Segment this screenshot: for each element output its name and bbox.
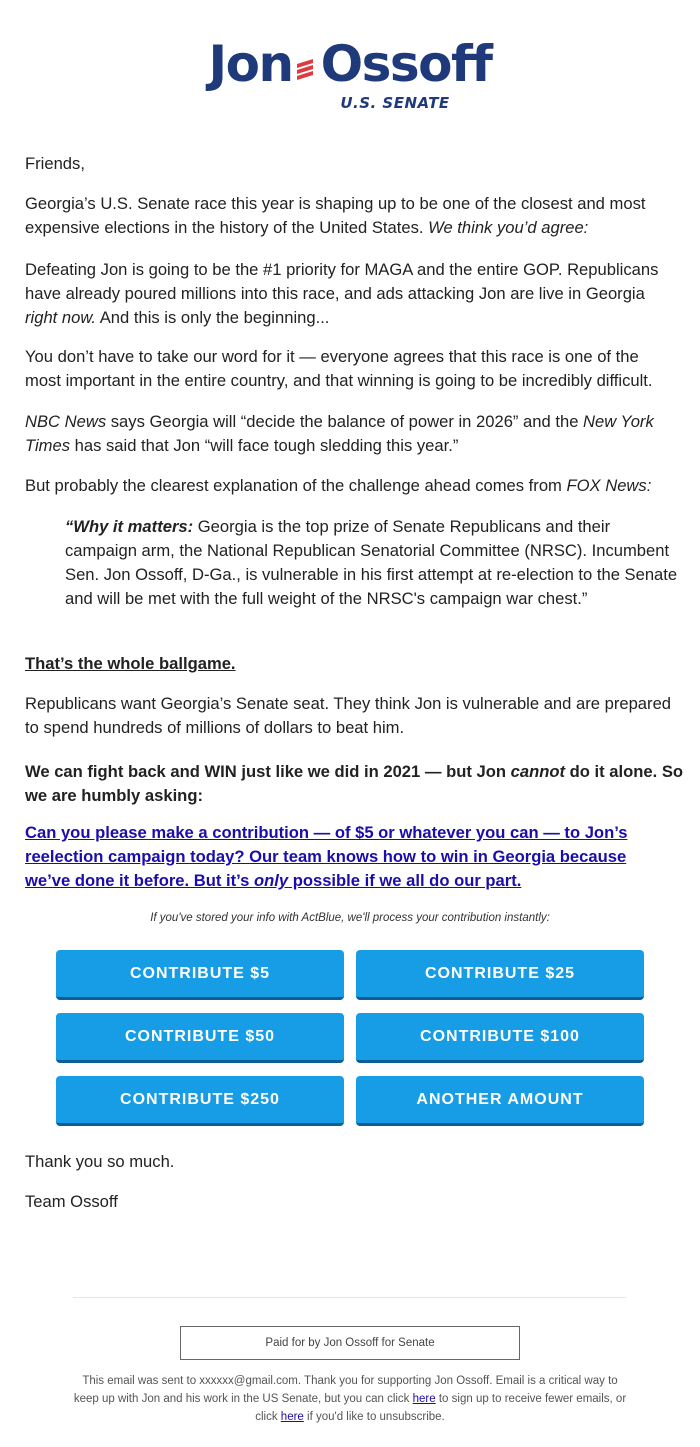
flag-stripes-icon (295, 37, 323, 93)
contribute-100-button[interactable]: CONTRIBUTE $100 (356, 1013, 644, 1063)
campaign-logo (0, 36, 700, 112)
paragraph-ask: We can fight back and WIN just like we did in 2021 — but Jon cannot do it alone. So we are humbly asking: (25, 762, 684, 805)
contribute-250-button[interactable]: CONTRIBUTE $250 (56, 1076, 344, 1126)
contribute-50-button[interactable]: CONTRIBUTE $50 (56, 1013, 344, 1063)
paragraph-republicans: Republicans want Georgia’s Senate seat. They think Jon is vulnerable and are prepared to spend hundreds of millions of dollars to beat him. (25, 694, 672, 737)
unsubscribe-link[interactable]: here (280, 1411, 304, 1423)
greeting: Friends, (25, 154, 85, 173)
logo-wordmark (0, 36, 700, 96)
fox-quote: “Why it matters: Georgia is the top prize of Senate Republicans and their campaign arm, the National Republican Senatorial Committee (NRSC). Incumbent Sen. Jon Ossoff, D-Ga., is vulnerable in his first attempt at re-election to the Senate and will be met with the full weight of the NRSC's campaign war chest.” (65, 517, 678, 608)
fewer-emails-link[interactable]: here (412, 1393, 436, 1405)
another-amount-button[interactable]: ANOTHER AMOUNT (356, 1076, 644, 1126)
paragraph-race: Georgia’s U.S. Senate race this year is shaping up to be one of the closest and most expensive elections in the history of the United States. We think you’d agree: (25, 194, 646, 237)
contribute-25-button[interactable]: CONTRIBUTE $25 (356, 950, 644, 1000)
paragraph-fox: But probably the clearest explanation of the challenge ahead comes from FOX News: (25, 476, 652, 495)
thanks-line: Thank you so much. (25, 1152, 175, 1171)
contribute-5-button[interactable]: CONTRIBUTE $5 (56, 950, 344, 1000)
paragraph-priority: Defeating Jon is going to be the #1 priority for MAGA and the entire GOP. Republicans have already poured millions into this race, and ads attacking Jon are live in Georgia right now. And this is only the beginning... (25, 260, 659, 327)
logo-first-name: Jon (208, 35, 293, 93)
logo-last-name: Ossoff (320, 35, 492, 93)
footer-text: This email was sent to xxxxxx@gmail.com. Thank you for supporting Jon Ossoff. Email is a critical way to keep up with Jon and his work in the US Senate, but you can click here to sign up to receive fewer emails, or click here if you'd like to unsubscribe. (73, 1375, 627, 1423)
footer-divider (73, 1297, 626, 1298)
ballgame-line: That’s the whole ballgame. (25, 654, 236, 673)
actblue-note: If you've stored your info with ActBlue, we'll process your contribution instantly: (150, 912, 550, 924)
paragraph-agreement: You don’t have to take our word for it — everyone agrees that this race is one of the most important in the entire country, and that winning is going to be incredibly difficult. (25, 347, 653, 390)
logo-subtitle: U.S. SENATE (340, 93, 450, 112)
signoff: Team Ossoff (25, 1192, 118, 1211)
paid-for-disclaimer: Paid for by Jon Ossoff for Senate (180, 1326, 520, 1360)
contribution-link[interactable]: Can you please make a contribution — of $5 or whatever you can — to Jon’s reelection campaign today? Our team knows how to win in Georgia because we’ve done it before. But it’s only possible if we all do our part. (25, 823, 628, 890)
paragraph-press: NBC News says Georgia will “decide the balance of power in 2026” and the New York Times has said that Jon “will face tough sledding this year.” (25, 412, 654, 455)
contribution-link-paragraph (25, 821, 675, 893)
